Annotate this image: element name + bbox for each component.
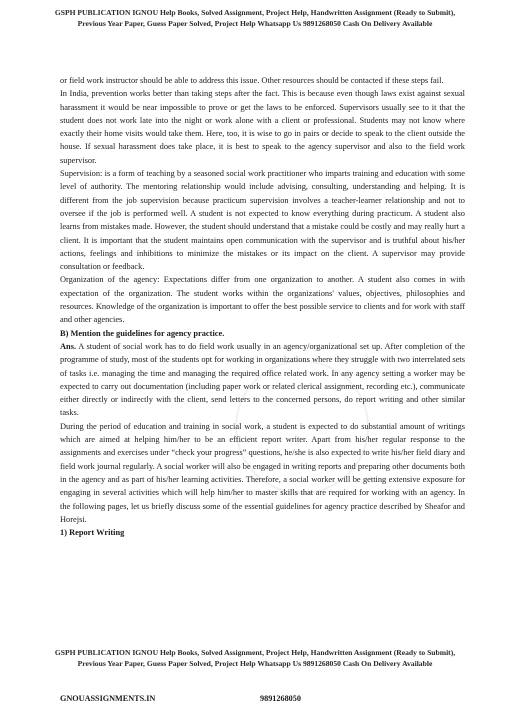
page-footer: GSPH PUBLICATION IGNOU Help Books, Solved Assignment, Project Help, Handwritten Assignment (Ready to Submit), Previous Year Paper, Guess Paper Solved, Project Help Whatsapp Us 9891268050 Cash On Delivery Available bbox=[54, 648, 456, 668]
paragraph: During the period of education and training in social work, a student is expected to do substantial amount of writings which are aimed at helping him/her to be an efficient report writer. Apart from his/her regular response to the assignments and exercises under “check your progress” questions, he/she is also expected to write his/her field diary and field work journal regularly. A social worker will also be engaged in writing reports and preparing other documents both in the agency and as part of his/her learning activities. Therefore, a social worker will be getting extensive exposure for engaging in several activities which will help him/her to master skills that are required for working with an agency. In the following pages, let us briefly discuss some of the essential guidelines for agency practice described by Sheafor and Horejsi. bbox=[60, 421, 465, 524]
footer-site-link[interactable]: GNOUASSIGNMENTS.IN bbox=[60, 694, 156, 703]
answer-paragraph bbox=[60, 340, 465, 420]
page-header: GSPH PUBLICATION IGNOU Help Books, Solved Assignment, Project Help, Handwritten Assignment (Ready to Submit), Previous Year Paper, Guess Paper Solved, Project Help Whatsapp Us 9891268050 Cash On Delivery Available bbox=[54, 8, 456, 28]
footer-phone: 9891268050 bbox=[260, 694, 301, 703]
paragraph: Organization of the agency: Expectations differ from one organization to another. A student also comes in with expectation of the organization. The student works within the organizations' values, objectives, philosophies and resources. Knowledge of the organization is important to offer the best possible service to clients and for work with staff and other agencies. bbox=[60, 275, 465, 325]
document-body bbox=[60, 74, 465, 539]
footer-bar bbox=[60, 694, 465, 703]
question-heading: B) Mention the guidelines for agency practice. bbox=[60, 328, 225, 338]
paragraph: In India, prevention works better than taking steps after the fact. This is because even though laws exist against sexual harassment it would be near impossible to prove or get the laws to be enforced. Supervisors usually see to it that the student does not work late into the night or work alone with a client or professional. Students may not know where exactly their home visits would take them. Here, too, it is wise to go in pairs or decide to speak to the client outside the house. If sexual harassment does take place, it is best to speak to the agency supervisor and also to the field work supervisor. bbox=[60, 89, 465, 165]
paragraph: or field work instructor should be able to address this issue. Other resources should be contacted if these steps fail. bbox=[60, 76, 444, 85]
answer-label: Ans. bbox=[60, 341, 77, 351]
answer-text: A student of social work has to do field work usually in an agency/organizational set up. After completion of the programme of study, most of the students opt for working in organizations where they struggle with two interrelated sets of tasks i.e. managing the time and managing the required office related work. In any agency setting a worker may be expected to carry out documentation (including paper work or related clerical assignment, recording etc.), communicate either directly or indirectly with the client, send letters to the concerned persons, do report writing and other similar tasks. bbox=[60, 341, 465, 418]
paragraph: Supervision: is a form of teaching by a seasoned social work practitioner who imparts training and education with some level of authority. The mentoring relationship would include advising, consulting, understanding and helping. It is different from the job supervision because practicum supervision involves a teacher-learner relationship and not to oversee if the job is performed well. A student is not expected to know everything during practicum. A student also learns from mistakes made. However, the student should understand that a mistake could be costly and may really hurt a client. It is important that the student maintains open communication with the supervisor and is truthful about his/her actions, feelings and inhibitions to minimize the mistakes or its impact on the client. A supervisor may provide consultation or feedback. bbox=[60, 169, 465, 272]
section-subheading: 1) Report Writing bbox=[60, 528, 125, 538]
